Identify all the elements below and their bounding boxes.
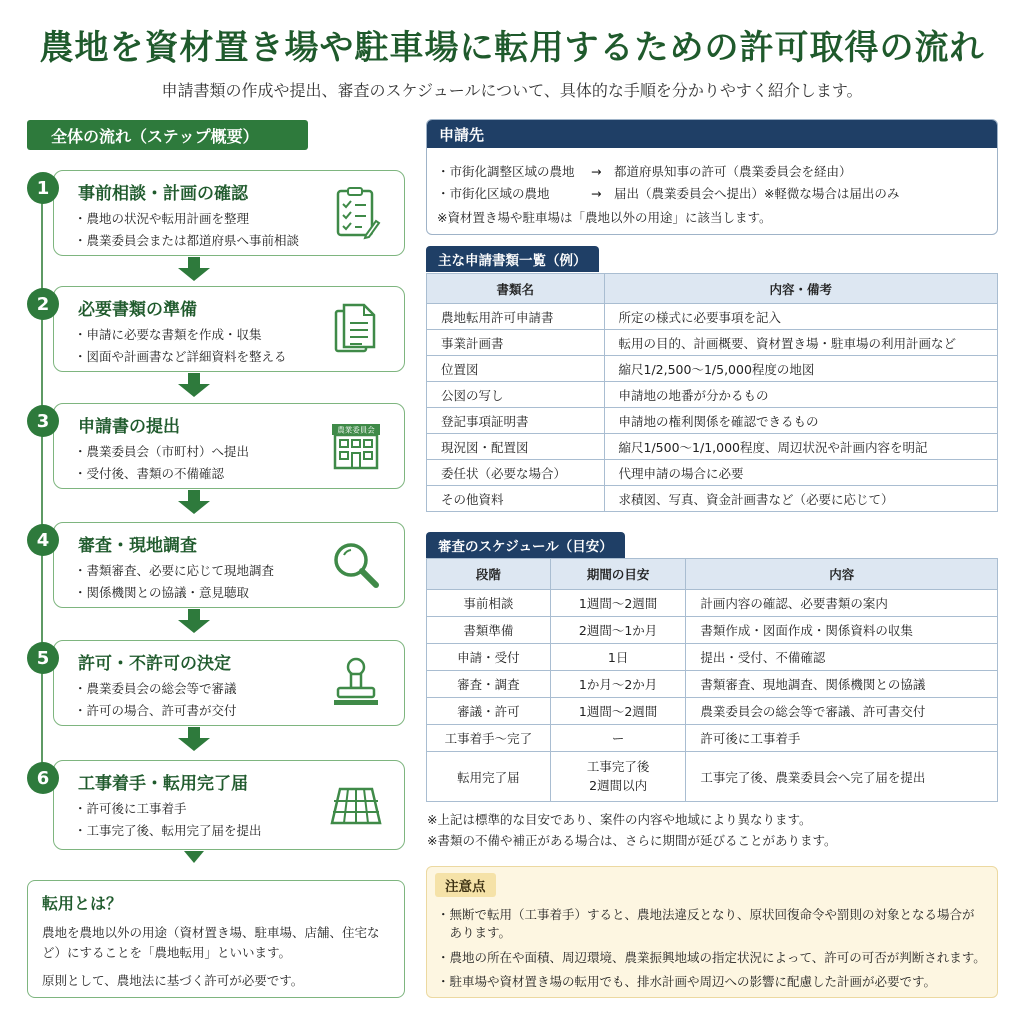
table-row [427,382,998,408]
page-title: 農地を資材置き場や駐車場に転用するための許可取得の流れ [39,28,985,68]
step-card-4 [53,522,405,608]
step-bullet: ・受付後、書類の不備確認 [74,466,225,481]
destination-line: ※資材置き場や駐車場は「農地以外の用途」に該当します。 [437,210,772,225]
step-number-4: 4 [27,524,59,556]
step-number-3: 3 [27,405,59,437]
step-bullet: ・許可の場合、許可書が交付 [74,703,237,718]
caution-box [426,866,998,998]
step-title: 審査・現地調査 [78,536,197,556]
step-bullet: ・書類審査、必要に応じて現地調査 [74,563,275,578]
down-arrow-icon [178,257,210,281]
table-cell: 審議・許可 [427,698,551,725]
table-cell: 工事完了後 2週間以内 [550,752,686,802]
destination-line: ・市街化区域の農地 → 届出（農業委員会へ提出）※軽微な場合は届出のみ [437,186,900,201]
table-cell: 事業計画書 [427,330,605,356]
table-row [427,752,998,802]
table-cell: 1か月〜2か月 [550,671,686,698]
tenyo-title: 転用とは？ [42,894,123,913]
caution-line: ・農地の所在や面積、周辺環境、農業振興地域の指定状況によって、許可の可否が判断されます。 [437,950,986,965]
destination-box [426,119,998,235]
documents-icon [328,301,384,357]
table-row [427,304,998,330]
step-card-2 [53,286,405,372]
destination-line: ・市街化調整区域の農地 → 都道府県知事の許可（農業委員会を経由） [437,164,852,179]
building-sign-text: 農業委員会 [337,425,375,435]
step-bullet: ・農業委員会または都道府県へ事前相談 [74,233,300,248]
table-cell: 工事完了後、農業委員会へ完了届を提出 [686,752,998,802]
down-arrow-icon [184,851,204,863]
table-cell: 転用完了届 [427,752,551,802]
step-card-6 [53,760,405,850]
step-card-5 [53,640,405,726]
table-cell: 委任状（必要な場合） [427,460,605,486]
step-title: 事前相談・計画の確認 [78,184,248,204]
schedule-note: ※書類の不備や補正がある場合は、さらに期間が延びることがあります。 [427,833,837,848]
table-cell: 縮尺1/2,500〜1/5,000程度の地図 [604,356,997,382]
caution-line: ・無断で転用（工事着手）すると、農地法違反となり、原状回復命令や罰則の対象となる場合が [437,907,975,922]
caution-tag: 注意点 [435,873,496,897]
destination-header: 申請先 [427,120,997,148]
table-cell: 1日 [550,644,686,671]
table-cell: 所定の様式に必要事項を記入 [604,304,997,330]
table-cell: 申請地の権利関係を確認できるもの [604,408,997,434]
down-arrow-icon [178,609,210,633]
step-title: 工事着手・転用完了届 [78,774,248,794]
table-cell: 工事着手〜完了 [427,725,551,752]
table-cell: 位置図 [427,356,605,382]
step-number-5: 5 [27,642,59,674]
table-cell: 現況図・配置図 [427,434,605,460]
table-cell: 登記事項証明書 [427,408,605,434]
step-bullet: ・申請に必要な書類を作成・収集 [74,327,262,342]
documents-label: 主な申請書類一覧（例） [426,246,599,272]
table-row [427,486,998,512]
step-title: 申請書の提出 [78,417,180,437]
step-number-1: 1 [27,172,59,204]
step-bullet: ・農業委員会の総会等で審議 [74,681,237,696]
step-number-2: 2 [27,288,59,320]
table-row [427,356,998,382]
step-bullet: ・許可後に工事着手 [74,801,187,816]
down-arrow-icon [178,490,210,514]
tenyo-text: ど）にすることを「農地転用」といいます。 [42,945,292,960]
office-building-icon [328,418,384,474]
table-cell: その他資料 [427,486,605,512]
table-cell: 1週間〜2週間 [550,698,686,725]
parking-grid-icon [328,775,384,831]
overview-header: 全体の流れ（ステップ概要） [27,120,308,150]
table-cell: 2週間〜1か月 [550,617,686,644]
table-row [427,644,998,671]
caution-line: ・駐車場や資材置き場の転用でも、排水計画や周辺への影響に配慮した計画が必要です。 [437,974,937,989]
table-cell: 求積図、写真、資金計画書など（必要に応じて） [604,486,997,512]
table-cell: 事前相談 [427,590,551,617]
table-row [427,434,998,460]
stamp-icon [328,655,384,711]
table-row [427,408,998,434]
table-row [427,725,998,752]
table-cell: 農地転用許可申請書 [427,304,605,330]
table-cell: 1週間〜2週間 [550,590,686,617]
down-arrow-icon [178,373,210,397]
table-row [427,671,998,698]
step-bullet: ・図面や計画書など詳細資料を整える [74,349,287,364]
step-bullet: ・農地の状況や転用計画を整理 [74,211,250,226]
column-header: 内容・備考 [604,274,997,304]
table-cell: 書類作成・図面作成・関係資料の収集 [686,617,998,644]
column-header: 書類名 [427,274,605,304]
tenyo-text: 農地を農地以外の用途（資材置き場、駐車場、店舗、住宅な [42,925,380,940]
table-cell: 審査・調査 [427,671,551,698]
table-cell: 公図の写し [427,382,605,408]
schedule-table [426,558,998,802]
flow-line [41,185,43,785]
column-header: 内容 [686,559,998,590]
step-card-3 [53,403,405,489]
schedule-note: ※上記は標準的な目安であり、案件の内容や地域により異なります。 [427,812,812,827]
table-cell: ー [550,725,686,752]
table-cell: 代理申請の場合に必要 [604,460,997,486]
table-cell: 許可後に工事着手 [686,725,998,752]
table-cell: 提出・受付、不備確認 [686,644,998,671]
caution-line: あります。 [437,925,512,940]
table-cell: 計画内容の確認、必要書類の案内 [686,590,998,617]
table-cell: 書類審査、現地調査、関係機関との協議 [686,671,998,698]
checklist-icon [328,185,384,241]
table-cell: 転用の目的、計画概要、資材置き場・駐車場の利用計画など [604,330,997,356]
table-cell: 申請地の地番が分かるもの [604,382,997,408]
table-header-row [427,274,998,304]
down-arrow-icon [178,727,210,751]
step-title: 許可・不許可の決定 [78,654,231,674]
step-title: 必要書類の準備 [78,300,197,320]
table-row [427,617,998,644]
documents-table [426,273,998,512]
column-header: 期間の目安 [550,559,686,590]
magnifier-icon [328,537,384,593]
table-row [427,460,998,486]
step-bullet: ・農業委員会（市町村）へ提出 [74,444,250,459]
page-subtitle: 申請書類の作成や提出、審査のスケジュールについて、具体的な手順を分かりやすく紹介します。 [161,81,863,100]
table-row [427,330,998,356]
table-header-row [427,559,998,590]
step-card-1 [53,170,405,256]
table-cell: 書類準備 [427,617,551,644]
schedule-label: 審査のスケジュール（目安） [426,532,625,558]
table-cell: 申請・受付 [427,644,551,671]
step-number-6: 6 [27,762,59,794]
tenyo-definition-box [27,880,405,998]
column-header: 段階 [427,559,551,590]
tenyo-text: 原則として、農地法に基づく許可が必要です。 [42,973,304,988]
table-row [427,698,998,725]
table-cell: 農業委員会の総会等で審議、許可書交付 [686,698,998,725]
table-cell: 縮尺1/500〜1/1,000程度、周辺状況や計画内容を明記 [604,434,997,460]
step-bullet: ・関係機関との協議・意見聴取 [74,585,250,600]
step-bullet: ・工事完了後、転用完了届を提出 [74,823,262,838]
table-row [427,590,998,617]
